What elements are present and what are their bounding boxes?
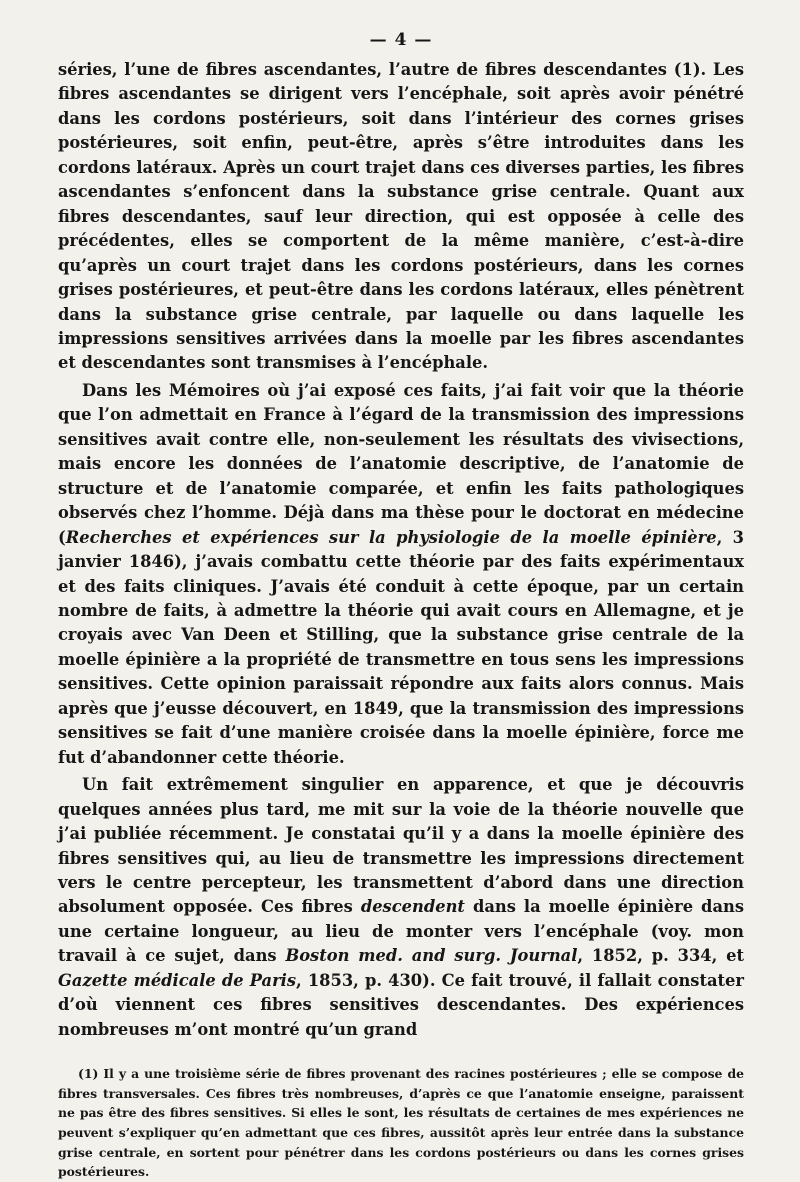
paragraph-3-text-g: , 1853, p. 430). Ce fait trouvé, il fallait constater d’où viennent ces fibres sensitives descendantes. Des expériences nombreuses m’ont montré qu’un grand bbox=[58, 970, 744, 1039]
footnotes bbox=[58, 1064, 744, 1182]
paragraph-2-text-c: , 3 janvier 1846), j’avais combattu cette théorie par des faits expérimentaux et des faits cliniques. J’avais été conduit à cette époque, par un certain nombre de faits, à admettre la théorie qui avait cours en Allemagne, et je croyais avec Van Deen et Stilling, que la substance grise centrale de la moelle épinière a la propriété de transmettre en tous sens les impressions sensitives. Cette opinion paraissait répondre aux faits alors connus. Mais après que j’eusse découvert, en 1849, que la transmission des impressions sensitives se fait d’une manière croisée dans la moelle épinière, force me fut d’abandonner cette théorie. bbox=[58, 527, 745, 767]
emphasis-descendent: descendent bbox=[360, 897, 465, 917]
paragraph-3-text-a: Un fait extrêmement singulier en apparence, et que je découvris quelques années plus tard, me mit sur la voie de la théorie nouvelle que j’ai publiée récemment. Je constatai qu’il y a dans la moelle épinière des fibres sensitives qui, au lieu de transmettre les impressions directement vers le centre percepteur, les transmettent d’abord dans une direction absolument opposée. Ces fibres bbox=[58, 775, 744, 917]
paragraph-2-text-a: Dans les Mémoires où j’ai exposé ces faits, j’ai fait voir que la théorie que l’on admettait en France à l’égard de la transmission des impressions sensitives avait contre elle, non-seulement les résultats des vivisections, mais encore les données de l’anatomie descriptive, de l’anatomie de structure et de l’anatomie comparée, et enfin les faits pathologiques observés chez l’homme. Déjà dans ma thèse pour le doctorat en médecine ( bbox=[58, 380, 744, 547]
page-number: — 4 — bbox=[369, 30, 433, 50]
paragraph-3-text-c: dans la moelle épinière dans une certaine longueur, au lieu de monter vers l’encéphale (voy. mon travail à ce sujet, dans bbox=[58, 897, 744, 966]
journal-gazette: Gazette médicale de Paris bbox=[58, 970, 297, 990]
paragraph-1: séries, l’une de fibres ascendantes, l’autre de fibres descendantes (1). Les fibres ascendantes se dirigent vers l’encéphale, soit après avoir pénétré dans les cordons postérieurs, soit dans l’intérieur des cornes grises postérieures, soit enfin, peut-être, après s’être introduites dans les cordons latéraux. Après un court trajet dans ces diverses parties, les fibres ascendantes s’enfoncent dans la substance grise centrale. Quant aux fibres descendantes, sauf leur direction, qui est opposée à celle des précédentes, elles se comportent de la même manière, c’est-à-dire qu’après un court trajet dans les cordons postérieurs, dans les cornes grises postérieures, et peut-être dans les cordons latéraux, elles pénètrent dans la substance grise centrale, par laquelle ou dans laquelle les impressions sensitives arrivées dans la moelle par les fibres ascendantes et descendantes sont transmises à l’encéphale. bbox=[58, 60, 744, 373]
paragraph-3 bbox=[58, 773, 744, 1042]
main-text bbox=[58, 58, 744, 1042]
thesis-title: Recherches et expériences sur la physiologie de la moelle épinière bbox=[65, 527, 717, 547]
journal-boston: Boston med. and surg. Journal bbox=[285, 946, 578, 966]
paragraph-3-text-e: , 1852, p. 334, et bbox=[577, 946, 744, 966]
paragraph-2 bbox=[58, 379, 744, 770]
footnote-1: (1) Il y a une troisième série de fibres provenant des racines postérieures ; elle se compose de fibres transversales. Ces fibres très nombreuses, d’après ce que l’anatomie enseigne, paraissent ne pas être des fibres sensitives. Si elles le sont, les résultats de certaines de mes expériences ne peuvent s’expliquer qu’en admettant que ces fibres, aussitôt après leur entrée dans la substance grise centrale, en sortent pour pénétrer dans les cordons postérieurs ou dans les cornes grises postérieures. bbox=[58, 1066, 744, 1180]
